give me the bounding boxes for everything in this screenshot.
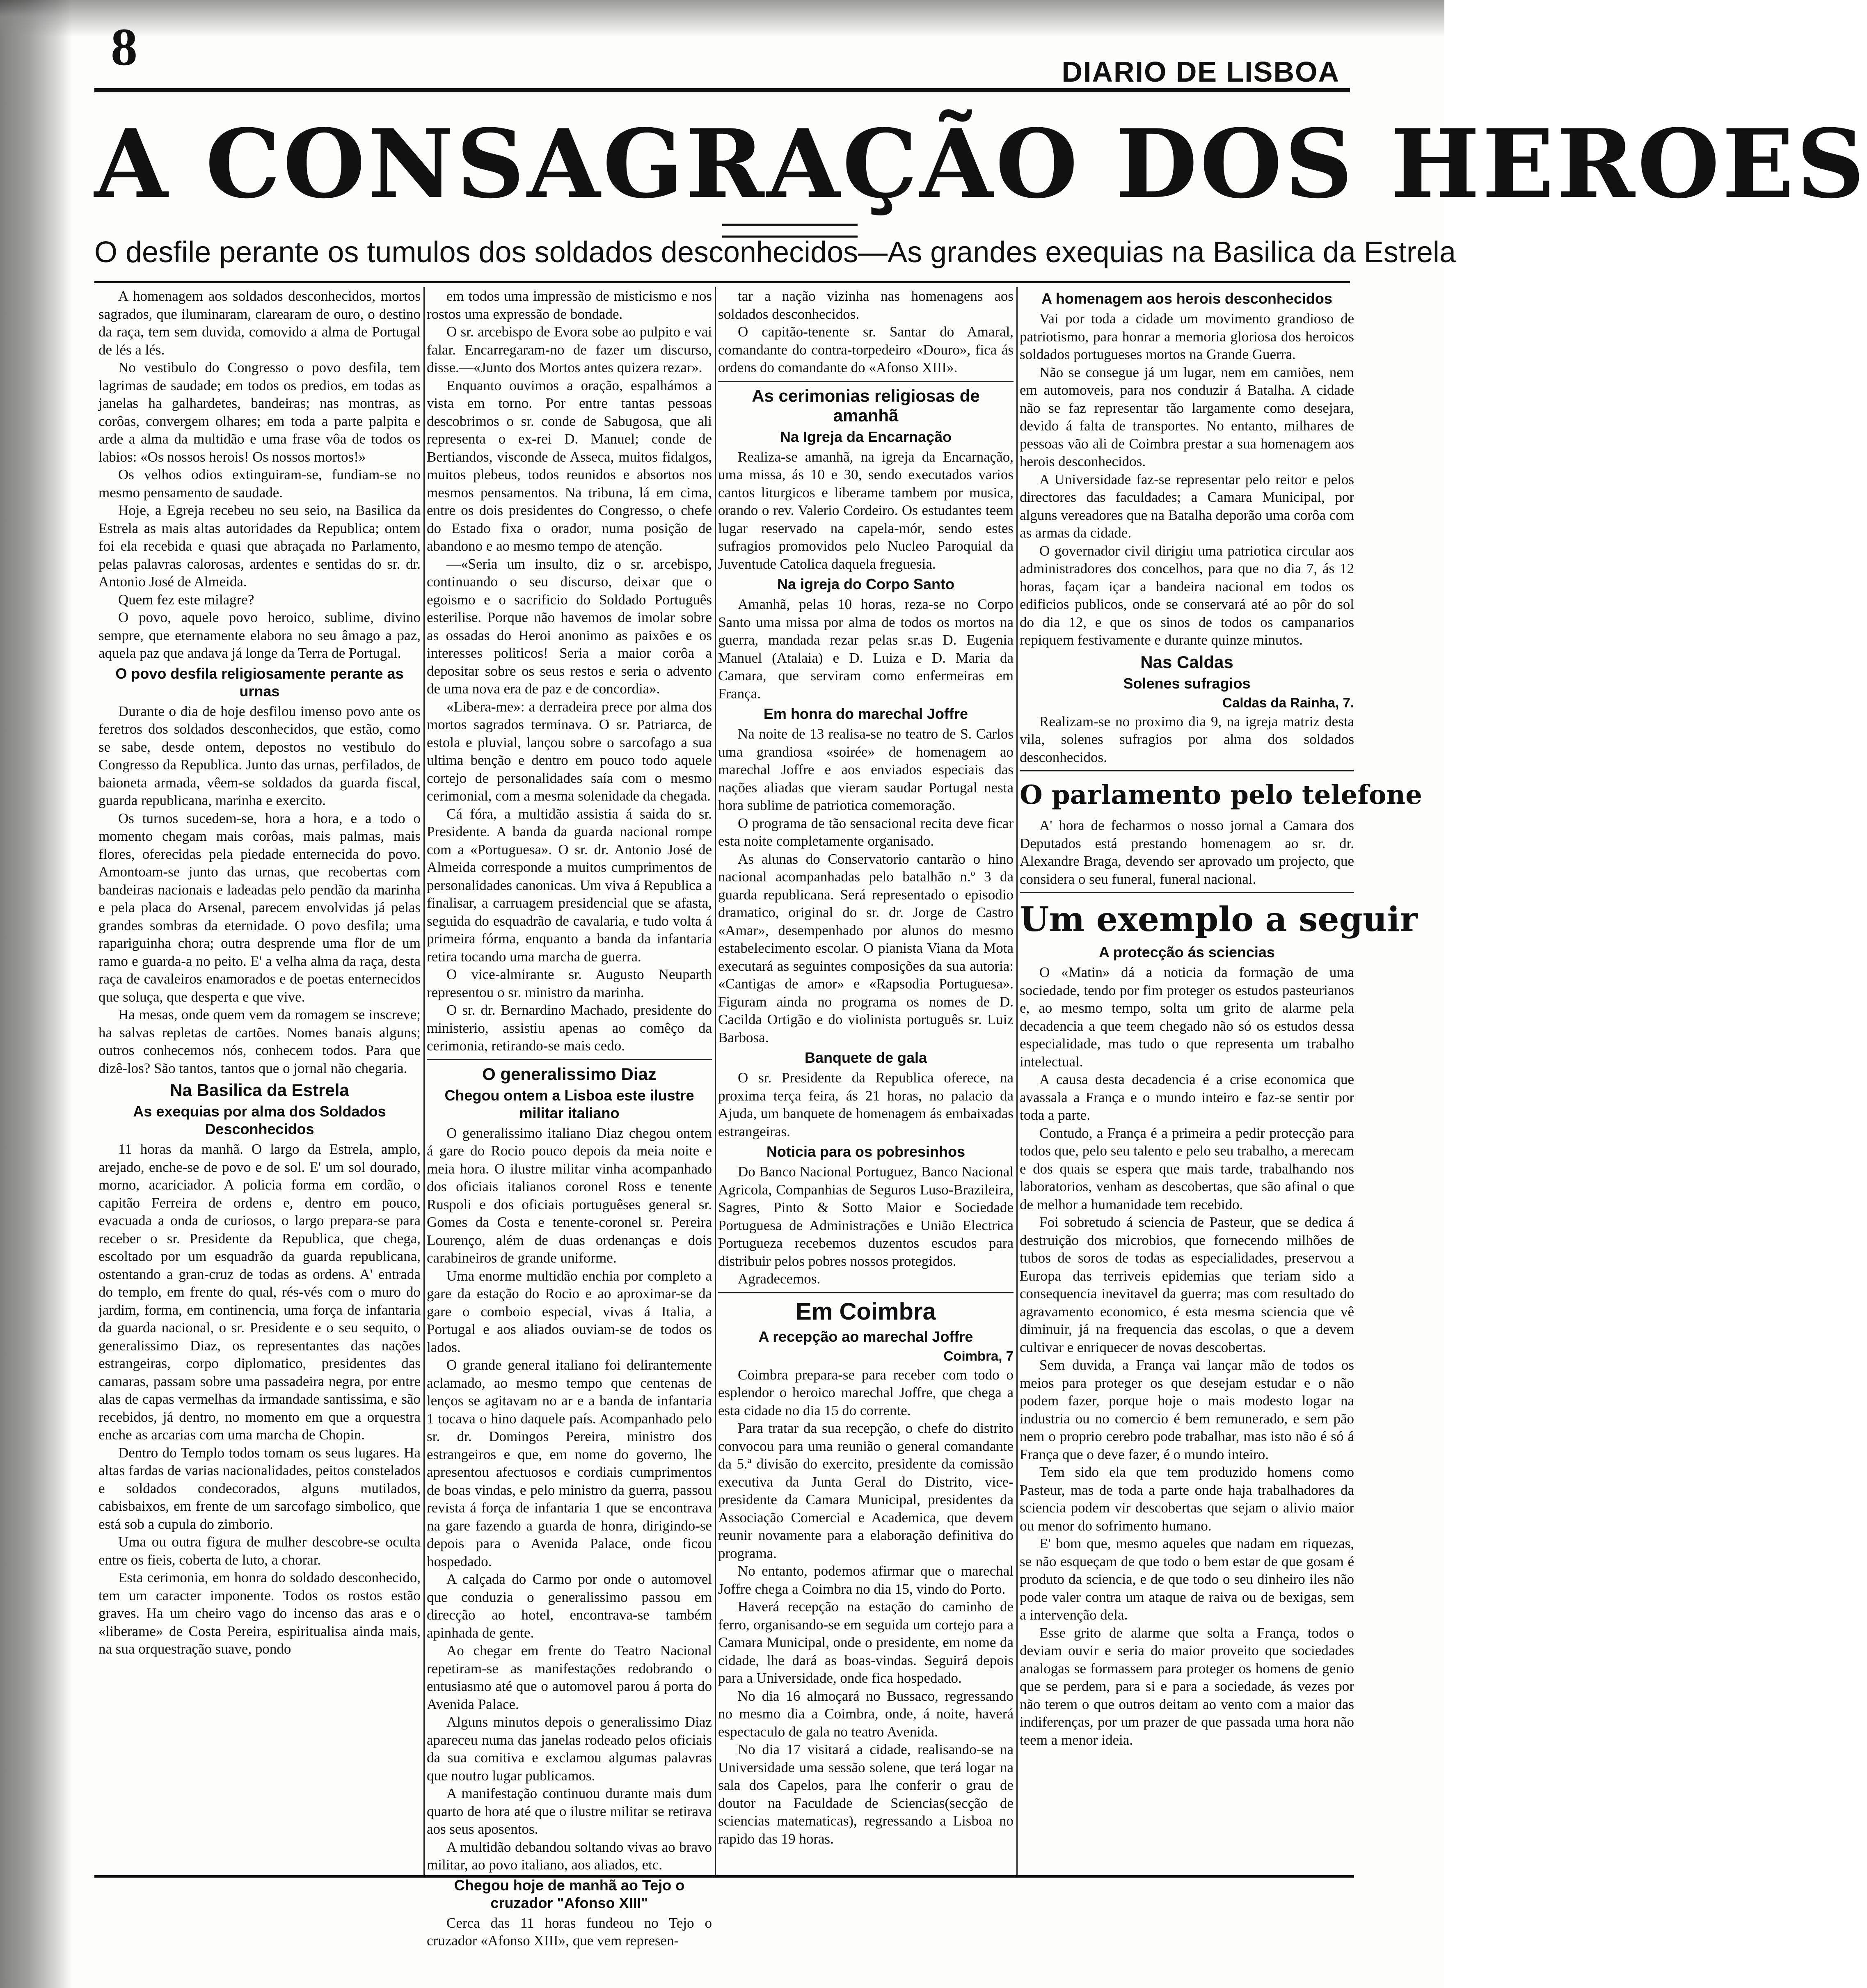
paragraph: O generalissimo italiano Diaz chegou ontem á gare do Rocio pouco depois da meia noite e meia hora. O ilustre militar vinha acompanhado dos oficiais italianos coronel Ross e tenente Ruspoli e dos oficiais portuguêses general sr. Gomes da Costa e tenente-coronel sr. Pereira Lourenço, além de duas ordenanças e dois carabineiros de grande uniforme.	[427, 1125, 712, 1266]
section-subheading: Na Igreja da Encarnação	[780, 428, 952, 445]
paragraph: 11 horas da manhã. O largo da Estrela, amplo, arejado, enche-se de povo e de sol. E' um sol dourado, morno, acariciador. A policia forma em cordão, o capitão Ferreira de ordens e, dentro em pouco, evacuada a onda de curiosos, o largo prepara-se para receber o sr. Presidente da Republica, que chega, escoltado por um esquadrão da guarda republicana, ostentando a gran-cruz de todas as ordens. A' entrada do templo, em frente do qual, rés-vés com o muro do jardim, forma, em continencia, uma força de infantaria da guarda nacional, o sr. Presidente e o seu sequito, o generalissimo Diaz, os representantes das nações estrangeiras, corpo diplomatico, presidentes das camaras, passam sobre uma passadeira negra, por entre alas de capas vermelhas da irmandade santissima, e são recebidos, já dentro, no momento em que a orquestra enche as arcarias com uma marcha de Chopin.	[98, 1141, 421, 1443]
paragraph: A homenagem aos soldados desconhecidos, mortos sagrados, que iluminaram, clarearam de ouro, o destino da raça, tem sem duvida, comovido a alma de Portugal de lés a lés.	[98, 288, 421, 358]
article-column-3	[718, 287, 1014, 1875]
paragraph: —«Seria um insulto, diz o sr. arcebispo, continuando o seu discurso, deixar que o egoismo e o sacrificio do Soldado Português esterilise. Porque não havemos de imolar sobre as ossadas do Heroi anonimo as paixões e os interesses politicos! Seria a maior corôa a depositar sobre os seus restos e seria o advento de uma nova era de paz e de concordia».	[427, 556, 712, 697]
article-column-1	[98, 287, 421, 1875]
paragraph: em todos uma impressão de misticismo e nos rostos uma expressão de bondade.	[427, 288, 712, 322]
section-heading: Banquete de gala	[804, 1049, 927, 1066]
paragraph: Esse grito de alarme que solta a França, todos o deviam ouvir e seria do maior proveito que sociedades analogas se formassem para proteger os homens de genio que se perdem, para si e para a sociedade, ás vezes por não terem o que outros deitam ao vento com a maior das indiferenças, por um prazer de que passada uma hora não teem a menor ideia.	[1020, 1624, 1354, 1748]
section-heading: Chegou hoje de manhã ao Tejo o cruzador "Afonso XIII"	[454, 1876, 685, 1911]
paragraph: A Universidade faz-se representar pelo reitor e pelos directores das faculdades; a Camara Municipal, por alguns vereadores que na Batalha deporão uma corôa com as armas da cidade.	[1020, 471, 1354, 541]
paragraph: Os turnos sucedem-se, hora a hora, e a todo o momento chegam mais corôas, mais palmas, mais flores, oferecidas pela piedade enternecida do povo. Amontoam-se junto das urnas, que recobertas com bandeiras nacionais e ladeadas pelo pendão da marinha e pela placa do Arsenal, parecem envolvidas já pelas grandes sombras da eternidade. O povo desfila; uma rapariguinha chora; outra desprende uma flor de um ramo e guarda-a no peito. E' a velha alma da raça, desta raça de cavaleiros enamorados e de poetas enternecidos que soluça, que desperta e que vive.	[98, 810, 421, 1005]
section-subheading: Solenes sufragios	[1123, 675, 1251, 692]
section-subheading: Na igreja do Corpo Santo	[777, 576, 955, 593]
article-column-4	[1020, 287, 1422, 1875]
dateline: Caldas da Rainha, 7.	[1222, 695, 1354, 710]
paragraph: Dentro do Templo todos tomam os seus lugares. Ha altas fardas de varias nacionalidades, peitos constelados e soldados condecorados, alguns mutilados, cabisbaixos, em frente de um sarcofago simbolico, que está sob a cupula do zimborio.	[98, 1444, 421, 1532]
paragraph: Ao chegar em frente do Teatro Nacional repetiram-se as manifestações redobrando o entusiasmo até que o automovel parou á porta do Avenida Palace.	[427, 1643, 712, 1712]
paragraph: Tem sido ela que tem produzido homens como Pasteur, mas de toda a parte onde haja trabalhadores da sciencia podem vir descobertas que sejam o alivio maior ou menor do sofrimento humano.	[1020, 1464, 1354, 1534]
paragraph: Os velhos odios extinguiram-se, fundiam-se no mesmo pensamento de saudade.	[98, 467, 421, 501]
paragraph: As alunas do Conservatorio cantarão o hino nacional acompanhadas pelo batalhão n.º 3 da guarda republicana. Será representado o episodio dramatico, original do sr. dr. Jorge de Castro «Amar», desempenhado por alunos do mesmo estabelecimento escolar. O pianista Viana da Mota executará as seguintes composições da sua autoria: «Cantigas de amor» e «Rapsodia Portuguesa». Figuram ainda no programa os nomes de D. Cacilda Ortigão e do violinista português sr. Luiz Barbosa.	[718, 851, 1014, 1045]
paragraph: Na noite de 13 realisa-se no teatro de S. Carlos uma grandiosa «soirée» de homenagem ao marechal Joffre e aos enviados especiais das nações aliadas que vieram saudar Portugal nesta hora sublime de patriotica comemoração.	[718, 726, 1014, 813]
paragraph: A' hora de fecharmos o nosso jornal a Camara dos Deputados está prestando homenagem ao sr. dr. Alexandre Braga, devendo ser aprovado um projecto, que considera o seu funeral, funeral nacional.	[1020, 817, 1354, 887]
paragraph: O sr. arcebispo de Evora sobe ao pulpito e vai falar. Encarregaram-no de fazer um discurso, disse.—«Junto dos Mortos antes quizera rezar».	[427, 324, 712, 375]
section-subheading: A protecção ás sciencias	[1099, 944, 1275, 961]
paragraph: Realizam-se no proximo dia 9, na igreja matriz desta vila, solenes sufragios por alma dos soldados desconhecidos.	[1020, 713, 1354, 765]
section-rule	[1020, 892, 1354, 893]
section-heading: Noticia para os pobresinhos	[766, 1143, 966, 1160]
paragraph: A calçada do Carmo por onde o automovel que conduzia o generalissimo passou em direcção ao hotel, encontrava-se também apinhada de gente.	[427, 1571, 712, 1641]
section-heading: Em honra do marechal Joffre	[763, 705, 968, 722]
bottom-rule	[94, 1875, 1354, 1878]
paragraph: «Libera-me»: a derradeira prece por alma dos mortos sagrados terminava. O sr. Patriarca, de estola e pluvial, lançou sobre o sarcofago a sua ultima benção e dentro em pouco todo aquele cortejo de personalidades saía com o mesmo cerimonial, com a mesma solenidade da chegada.	[427, 698, 712, 804]
paragraph: Hoje, a Egreja recebeu no seu seio, na Basilica da Estrela as mais altas autoridades da Republica; ontem foi ela recebida e quasi que abraçada no Parlamento, pelas palavras calorosas, ardentes e sentidas do sr. dr. Antonio José de Almeida.	[98, 502, 421, 590]
paragraph: Não se consegue já um lugar, nem em camiões, nem em automoveis, para nos conduzir á Batalha. A cidade não se faz representar tão largamente como desejara, devido á falta de transportes. No entanto, milhares de pessoas vão ali de Coimbra prestar a sua homenagem aos herois desconhecidos.	[1020, 364, 1354, 469]
paragraph: O sr. Presidente da Republica oferece, na proxima terça feira, ás 21 horas, no palacio da Ajuda, um banquete de homenagem ás embaixadas estrangeiras.	[718, 1070, 1014, 1139]
section-rule	[427, 1059, 712, 1060]
paragraph: O povo, aquele povo heroico, sublime, divino sempre, que eternamente elabora no seu âmago a paz, aquela paz que andava já longe da Terra de Portugal.	[98, 609, 421, 661]
top-rule	[94, 88, 1350, 92]
paragraph: O capitão-tenente sr. Santar do Amaral, comandante do contra-torpedeiro «Douro», fica ás ordens do comandante do «Afonso XIII».	[718, 324, 1014, 375]
paragraph: A manifestação continuou durante mais dum quarto de hora até que o ilustre militar se retirava aos seus aposentos.	[427, 1785, 712, 1837]
article-column-2	[427, 287, 712, 1949]
section-heading: O generalissimo Diaz	[482, 1064, 657, 1084]
column-rule	[423, 287, 425, 1875]
paragraph: Foi sobretudo á sciencia de Pasteur, que se dedica á destruição dos microbios, que fornecendo milhões de tubos de soros de todas as especialidades, preservou a Europa das terriveis epidemias que teriam sido a consequencia inevitavel da guerra; mas com resultado do agravamento economico, é esta mesma sciencia que vê diminuir, já na frequencia das escolas, o que a devem cultivar e enriquecer de novas descobertas.	[1020, 1214, 1354, 1355]
section-heading: Na Basilica da Estrela	[170, 1080, 349, 1100]
paragraph: A multidão debandou soltando vivas ao bravo militar, ao povo italiano, aos aliados, etc.	[427, 1839, 712, 1873]
section-subheading: Chegou ontem a Lisboa este ilustre militar italiano	[444, 1087, 694, 1121]
page-number: 8	[111, 18, 137, 77]
paragraph: Ha mesas, onde quem vem da romagem se inscreve; ha salvas repletas de cartões. Nomes banais alguns; outros conhecemos nós, conhecem todos. Para que dizê-los? São tantos, tantos que o jornal não chegaria.	[98, 1007, 421, 1076]
paragraph: Agradecemos.	[738, 1271, 821, 1287]
section-heading: Um exemplo a seguir	[1020, 900, 1418, 939]
paragraph: Coimbra prepara-se para receber com todo o esplendor o heroico marechal Joffre, que chega a esta cidade no dia 15 do corrente.	[718, 1366, 1014, 1418]
paragraph: Do Banco Nacional Portuguez, Banco Nacional Agricola, Companhias de Seguros Luso-Brazileira, Sagres, Pinto & Sotto Maior e Sociedade Portuguesa de Administrações e União Electrica Portugueza recebemos duzentos escudos para distribuir pelos pobres nossos protegidos.	[718, 1164, 1014, 1269]
column-rule	[715, 287, 716, 1875]
masthead: DIARIO DE LISBOA	[1062, 56, 1340, 88]
paragraph: Durante o dia de hoje desfilou imenso povo ante os feretros dos soldados desconhecidos, que estão, como se sabe, desde ontem, depostos no vestibulo do Congresso da Republica. Junto das urnas, perfilados, de baioneta armada, vêem-se soldados da guarda fiscal, guarda republicana, marinha e exercito.	[98, 703, 421, 808]
scan-shadow-left	[0, 0, 72, 1988]
section-heading: O povo desfila religiosamente perante as urnas	[115, 665, 404, 700]
paragraph: Sem duvida, a França vai lançar mão de todos os meios para proteger os que desejam estudar e o não podem fazer, porque hoje o mais modesto logar na industria ou no comercio é bem remunerado, e sem pão nem o proprio cerebro pode trabalhar, mas isto não é só á França que o deve fazer, é o mundo inteiro.	[1020, 1357, 1354, 1462]
paragraph: tar a nação vizinha nas homenagens aos soldados desconhecidos.	[718, 288, 1014, 322]
paragraph: Uma enorme multidão enchia por completo a gare da estação do Rocio e ao aproximar-se da gare o comboio especial, vivas á Italia, a Portugal e aos aliados ouviam-se de todos os lados.	[427, 1267, 712, 1355]
section-rule	[718, 1292, 1014, 1293]
section-heading: O parlamento pelo telefone	[1020, 780, 1422, 810]
subheadline-rule	[94, 281, 1350, 283]
paragraph: Realiza-se amanhã, na igreja da Encarnação, uma missa, ás 10 e 30, sendo executados varios cantos liturgicos e liberame tambem por musica, orando o rev. Valerio Cordeiro. Os estudantes teem lugar reservado na capela-mór, sendo estes sufragios promovidos pelo Nucleo Paroquial da Juventude Catolica daquela freguesia.	[718, 448, 1014, 572]
paragraph: O sr. dr. Bernardino Machado, presidente do ministerio, assistiu apenas ao comêço da cerimonia, retirando-se mais cedo.	[427, 1002, 712, 1054]
section-subheading: A recepção ao marechal Joffre	[758, 1328, 973, 1345]
paragraph: Cá fóra, a multidão assistia á saida do sr. Presidente. A banda da guarda nacional rompe com a «Portuguesa». O sr. dr. Antonio José de Almeida corresponde a muitos cumprimentos de personalidades canonicas. Um viva á Republica a finalisar, a carruagem presidencial que se afasta, seguida do esquadrão de cavalaria, e tudo volta á primeira fórma, enquanto a banda da infantaria retira tocando uma marcha de guerra.	[427, 805, 712, 965]
section-subheading: As exequias por alma dos Soldados Desconhecidos	[133, 1103, 386, 1137]
section-rule	[718, 381, 1014, 382]
paragraph: Vai por toda a cidade um movimento grandioso de patriotismo, para honrar a memoria gloriosa dos heroicos soldados portugueses mortos na Grande Guerra.	[1020, 311, 1354, 362]
paragraph: Amanhã, pelas 10 horas, reza-se no Corpo Santo uma missa por alma de todos os mortos na guerra, mandada rezar pelas sr.as D. Eugenia Manuel (Atalaia) e D. Luiza e D. Maria da Camara, que serviram como enfermeiras em França.	[718, 596, 1014, 702]
paragraph: O «Matin» dá a noticia da formação de uma sociedade, tendo por fim proteger os estudos pasteurianos e, ao mesmo tempo, solta um grito de alarme pela decadencia a que teem chegado não só os estudos dessa especialidade, mas tudo o que representa um trabalho intelectual.	[1020, 964, 1354, 1070]
section-heading: A homenagem aos herois desconhecidos	[1041, 290, 1332, 307]
paragraph: Quem fez este milagre?	[118, 591, 254, 608]
paragraph: Contudo, a França é a primeira a pedir protecção para todos que, pelo seu talento e pelo seu trabalho, a merecam e dos quais se espera que mais tarde, trabalhando nos laboratorios, venham as descobertas, que são afinal o que de melhor a humanidade tem recebido.	[1020, 1125, 1354, 1212]
column-rule	[1016, 287, 1018, 1875]
paragraph: Alguns minutos depois o generalissimo Diaz apareceu numa das janelas rodeado pelos oficiais da sua comitiva e exclamou algumas palavras que noutro lugar publicamos.	[427, 1714, 712, 1784]
paragraph: E' bom que, mesmo aqueles que nadam em riquezas, se não esqueçam de que todo o bem estar de que gosam é produto da sciencia, e de que todo o seu dinheiro iles não pode valer contra um ataque de raiva ou de bexigas, sem a intervenção dela.	[1020, 1535, 1354, 1623]
paragraph: O vice-almirante sr. Augusto Neuparth representou o sr. ministro da marinha.	[427, 966, 712, 1000]
section-heading: Nas Caldas	[1140, 652, 1233, 672]
paragraph: Esta cerimonia, em honra do soldado desconhecido, tem um caracter imponente. Todos os rostos estão graves. Ha um cheiro vago do incenso das aras e o «liberame» de Costa Pereira, espiritualisa ainda mais, na sua orquestração suave, pondo	[98, 1569, 421, 1657]
paragraph: O grande general italiano foi delirantemente aclamado, ao mesmo tempo que centenas de lenços se agitavam no ar e a banda de infantaria 1 tocava o hino daquele país. Acompanhado pelo sr. dr. Domingos Pereira, ministro dos estrangeiros e que, em nome do governo, lhe apresentou afectuosos e cordiais cumprimentos de boas vindas, e pelo ministro da guerra, passou revista á força de infantaria 1 que se encontrava na gare fazendo a guarda de honra, dirigindo-se depois para o Avenida Palace, onde ficou hospedado.	[427, 1357, 712, 1569]
section-rule	[1020, 770, 1354, 771]
paragraph: Para tratar da sua recepção, o chefe do distrito convocou para uma reunião o general comandante da 5.ª divisão do exercito, presidente da comissão executiva da Junta Geral do Distrito, vice-presidente da Camara Municipal, presidentes da Associação Comercial e Academica, que devem reunir novamente para a elaboração definitiva do programa.	[718, 1420, 1014, 1561]
paragraph: No entanto, podemos afirmar que o marechal Joffre chega a Coimbra no dia 15, vindo do Porto.	[718, 1563, 1014, 1597]
paragraph: O programa de tão sensacional recita deve ficar esta noite completamente organisado.	[718, 815, 1014, 849]
paragraph: No dia 16 almoçará no Bussaco, regressando no mesmo dia a Coimbra, onde, á noite, haverá espectaculo de gala no teatro Avenida.	[718, 1688, 1014, 1740]
section-heading: Em Coimbra	[796, 1298, 936, 1325]
paragraph: Uma ou outra figura de mulher descobre-se oculta entre os fieis, coberta de luto, a chorar.	[98, 1534, 421, 1568]
paragraph: Cerca das 11 horas fundeou no Tejo o cruzador «Afonso XIII», que vem represen-	[427, 1915, 712, 1949]
paragraph: No vestibulo do Congresso o povo desfila, tem lagrimas de saudade; em todos os predios, em todas as janelas ha galhardetes, bandeiras; nas montras, as corôas, convergem olhares; em toda a parte palpita e arde a alma da multidão e uma frase vôa de todos os labios: «Os nossos herois! Os nossos mortos!»	[98, 359, 421, 465]
paragraph: Enquanto ouvimos a oração, espalhámos a vista em torno. Por entre tantas pessoas descobrimos o sr. conde de Sabugosa, que ali representa o ex-rei D. Manuel; conde de Bertiandos, visconde de Asseca, muitos fidalgos, muitos plebeus, todos reunidos e absortos nos mesmos pensamentos. Na tribuna, lá em cima, entre os dois presidentes do Congresso, o chefe do Estado fixa o orador, numa posição de abandono e ao mesmo tempo de atenção.	[427, 377, 712, 554]
paragraph: O governador civil dirigiu uma patriotica circular aos administradores dos concelhos, para que no dia 7, ás 12 horas, façam içar a bandeira nacional em todos os edificios publicos, onde se conservará até ao pôr do sol do dia 12, e que os sinos de todos os campanarios repiquem festivamente e durante quinze minutos.	[1020, 542, 1354, 648]
paragraph: Haverá recepção na estação do caminho de ferro, organisando-se em seguida um cortejo para a Camara Municipal, onde o presidente, em nome da cidade, lhe dará as boas-vindas. Seguirá depois para a Universidade, onde fica hospedado.	[718, 1599, 1014, 1686]
paragraph: A causa desta decadencia é a crise economica que avassala a França e o mundo inteiro e faz-se sentir por toda a parte.	[1020, 1071, 1354, 1123]
dateline: Coimbra, 7	[943, 1348, 1014, 1363]
subheadline: O desfile perante os tumulos dos soldados desconhecidos—As grandes exequias na Basilica da Estrela	[94, 236, 1456, 269]
scan-shadow-top	[0, 0, 1444, 37]
paragraph: No dia 17 visitará a cidade, realisando-se na Universidade uma sessão solene, que terá logar na sala dos Capelos, para lhe conferir o grau de doutor na Faculdade de Sciencias(secção de sciencias matematicas), regressando a Lisboa no rapido das 19 horas.	[718, 1741, 1014, 1847]
headline: A CONSAGRAÇÃO DOS HEROES	[94, 109, 1867, 220]
section-heading: As cerimonias religiosas de amanhã	[752, 386, 980, 425]
